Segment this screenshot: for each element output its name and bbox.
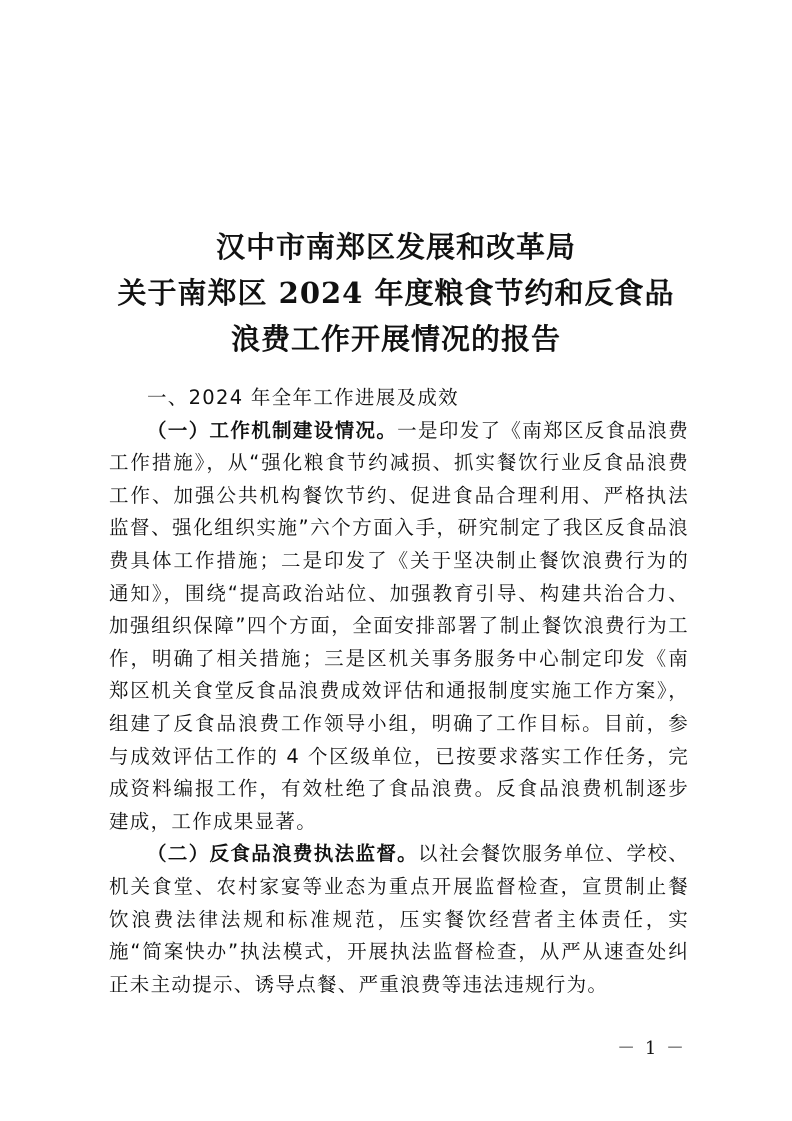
title-line-1: 汉中市南郑区发展和改革局 [215, 230, 576, 264]
paragraph-text: 一是印发了《南郑区反食品浪费工作措施》，从“强化粮食节约减损、抓实餐饮行业反食品浪费工作、加强公共机构餐饮节约、促进食品合理利用、严格执法监督、强化组织实施”六个方面入手，研究制定了我区反食品浪费具体工作措施；二是印发了《关于坚决制止餐饮浪费行为的通知》，围绕“提高政治站位、加强教育引导、构建共治合力、加强组织保障”四个方面，全面安排部署了制止餐饮浪费行为工作，明确了相关措施；三是区机关事务服务中心制定印发《南郑区机关食堂反食品浪费成效评估和通报制度实施工作方案》，组建了反食品浪费工作领导小组，明确了工作目标。目前，参与成效评估工作的 4 个区级单位，已按要求落实工作任务，完成资料编报工作，有效杜绝了食品浪费。反食品浪费机制逐步建成，工作成果显著。 [109, 418, 689, 833]
document-title [100, 224, 692, 362]
title-line-2: 关于南郑区 2024 年度粮食节约和反食品 [117, 276, 675, 310]
paragraph-mechanism [109, 415, 689, 839]
document-body [109, 382, 689, 1001]
paragraph-lead: （二）反食品浪费执法监督。 [147, 842, 419, 866]
page-number: － 1 － [617, 1038, 686, 1059]
paragraph-lead: （一）工作机制建设情况。 [147, 418, 398, 442]
paragraph-enforcement [109, 838, 689, 1001]
title-line-3: 浪费工作开展情况的报告 [230, 322, 561, 356]
section-heading: 一、2024 年全年工作进展及成效 [147, 386, 459, 409]
paragraph-text: 以社会餐饮服务单位、学校、机关食堂、农村家宴等业态为重点开展监督检查，宣贯制止餐饮浪费法律法规和标准规范，压实餐饮经营者主体责任，实施“简案快办”执法模式，开展执法监督检查，从严从速查处纠正未主动提示、诱导点餐、严重浪费等违法违规行为。 [109, 842, 690, 996]
